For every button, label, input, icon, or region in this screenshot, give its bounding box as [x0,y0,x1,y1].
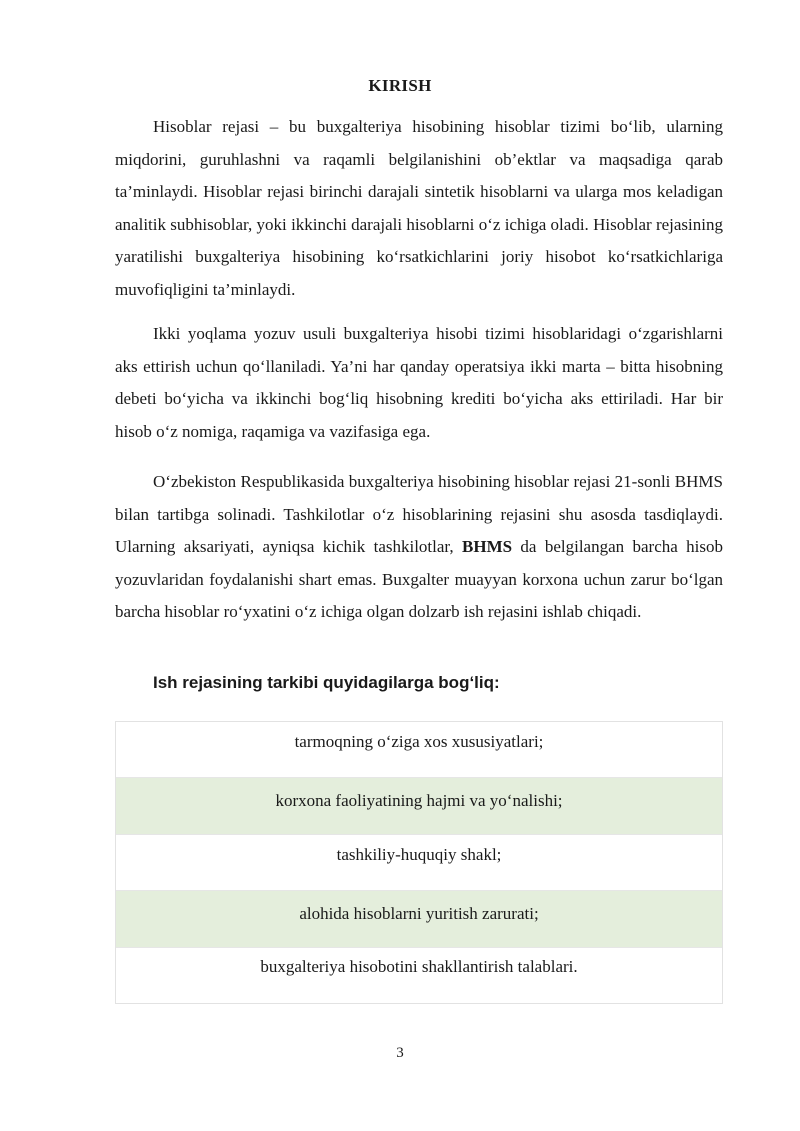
page-title: KIRISH [368,76,432,95]
bhms-bold-term: BHMS [462,537,513,557]
paragraph-2: Ikki yoqlama yozuv usuli buxgalteriya hisobi tizimi hisoblaridagi o‘zgarishlarni aks ettirish uchun qo‘llaniladi. Ya’ni har qanday operatsiya ikki marta – bitta hisobning debeti bo‘yicha va ikkinchi bog‘liq hisobning krediti bo‘yicha aks ettiriladi. Har bir hisob o‘z nomiga, raqamiga va vazifasiga ega. [115,324,723,441]
paragraph-3 [115,466,723,629]
list-heading: Ish rejasining tarkibi quyidagilarga bog‘liq: [153,673,500,692]
list-item: tarmoqning o‘ziga xos xususiyatlari; [116,722,722,778]
page-number: 3 [396,1045,404,1061]
list-item: korxona faoliyatining hajmi va yo‘nalishi; [116,778,722,835]
dependency-list [115,721,723,1004]
paragraph-1: Hisoblar rejasi – bu buxgalteriya hisobining hisoblar tizimi bo‘lib, ularning miqdorini, guruhlashni va raqamli belgilanishini ob’ektlar va maqsadiga qarab ta’minlaydi. Hisoblar rejasi birinchi darajali sintetik hisoblarni va ularga mos keladigan analitik subhisoblar, yoki ikkinchi darajali hisoblarni o‘z ichiga oladi. Hisoblar rejasining yaratilishi buxgalteriya hisobining ko‘rsatkichlarini joriy hisobot ko‘rsatkichlariga muvofiqligini ta’minlaydi. [115,117,723,299]
list-item: alohida hisoblarni yuritish zarurati; [116,891,722,948]
list-item: buxgalteriya hisobotini shakllantirish talablari. [260,957,578,976]
list-item: tashkiliy-huquqiy shakl; [116,835,722,891]
paragraph-3-start: O‘zbekiston Respublikasida buxgalteriya hisobining hisoblar rejasi 21-sonli BHMS bilan tartibga solinadi. Tashkilotlar o‘z hisoblarining rejasini shu asosda tasdiqlaydi. Ularning aksariyati, ayniqsa kichik tashkilotlar, [115,472,723,557]
paragraph-3-end: da belgilangan barcha hisob yozuvlaridan foydalanishi shart emas. Buxgalter muayyan korxona uchun zarur bo‘lgan barcha hisoblar ro‘yxatini o‘z ichiga olgan dolzarb ish rejasini ishlab chiqadi. [115,537,723,622]
